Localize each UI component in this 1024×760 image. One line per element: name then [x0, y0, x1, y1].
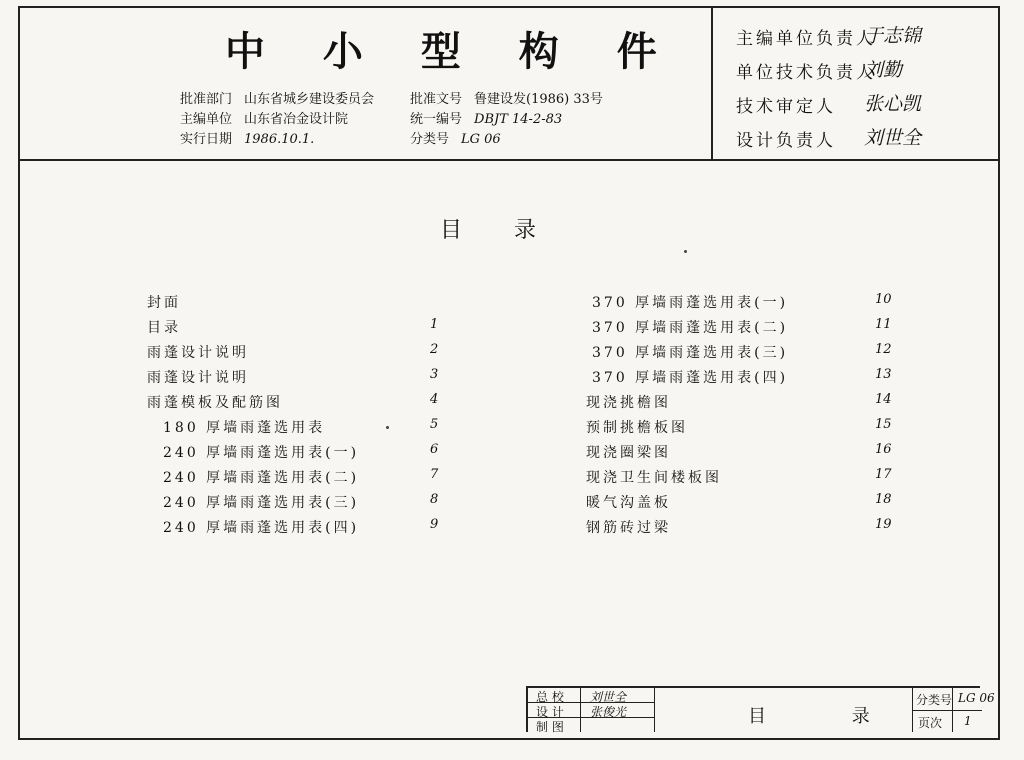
tb-page-value: 1 — [964, 714, 972, 728]
tb-role-drafter: 制 图 — [536, 720, 564, 734]
title-block-rule — [654, 688, 655, 732]
title-block — [526, 686, 995, 734]
drawing-sheet: 中 小 型 构 件 批准部门 山东省城乡建设委员会 主编单位 山东省冶金设计院 实行日期 1986.10.1. 批准文号 鲁建设发(1986) 33号 统一编号 DBJT 14-2-83 分类号 LG 06 主编单位负责人 于志锦 单位技术负责人 刘勤 技术审定人 张心凯 设计负责人 刘世全 目 录 封面 目录 1 雨蓬设计说明 2 雨蓬设计说明 3 雨蓬模板及配筋图 4 180 厚墙雨蓬选用表 5 240 厚墙雨蓬选用表(一) 6 240 厚墙雨蓬选用表(二) 7 240 厚墙雨蓬选用表(三) 8 240 厚墙雨蓬选用表(四) 9 370 厚墙雨蓬选用表(一) 10 370 厚墙雨蓬选用表(二) 11 370 厚墙雨蓬选用表(三) 12 370 厚墙雨蓬选用表(四) 13 现浇挑檐图 14 预制挑檐板图 15 现浇圈梁图 16 现浇卫生间楼板图 17 暖气沟盖板 18 钢筋砖过梁 19 — [18, 6, 1000, 740]
tb-role-checker: 总 校 — [536, 690, 564, 704]
scan-speck — [684, 250, 687, 253]
document-title: 中 小 型 构 件 — [225, 29, 679, 75]
tb-sheet-title: 目 录 — [748, 706, 910, 727]
approval-doc: 批准文号 鲁建设发(1986) 33号 — [410, 92, 603, 107]
signature-name: 于志锦 — [864, 25, 922, 47]
editor-unit: 主编单位 山东省冶金设计院 — [180, 112, 349, 127]
tb-name-designer: 张俊光 — [590, 705, 627, 719]
tb-page-label: 页次 — [918, 716, 943, 730]
tb-category-label: 分类号 — [916, 693, 953, 707]
signature-name: 刘世全 — [864, 127, 922, 149]
toc-heading: 目 录 — [440, 218, 537, 243]
unified-number: 统一编号 DBJT 14-2-83 — [410, 112, 563, 127]
signature-row: 技术审定人 张心凯 — [736, 92, 836, 117]
tb-role-designer: 设 计 — [536, 705, 564, 719]
signature-row: 设计负责人 刘世全 — [736, 126, 836, 151]
tb-name-checker: 刘世全 — [590, 690, 627, 704]
header-divider — [20, 159, 998, 161]
signature-name: 刘勤 — [864, 59, 903, 81]
scan-speck — [386, 426, 389, 429]
category-number: 分类号 LG 06 — [410, 132, 501, 147]
title-block-rule — [912, 710, 982, 711]
header-vertical-divider — [711, 8, 713, 159]
approval-dept: 批准部门 山东省城乡建设委员会 — [180, 92, 375, 107]
signature-row: 主编单位负责人 于志锦 — [736, 24, 876, 49]
effective-date: 实行日期 1986.10.1. — [180, 132, 315, 147]
signature-name: 张心凯 — [864, 93, 922, 115]
signature-row: 单位技术负责人 刘勤 — [736, 58, 876, 83]
tb-category-value: LG 06 — [958, 691, 995, 705]
title-block-rule — [580, 688, 581, 732]
